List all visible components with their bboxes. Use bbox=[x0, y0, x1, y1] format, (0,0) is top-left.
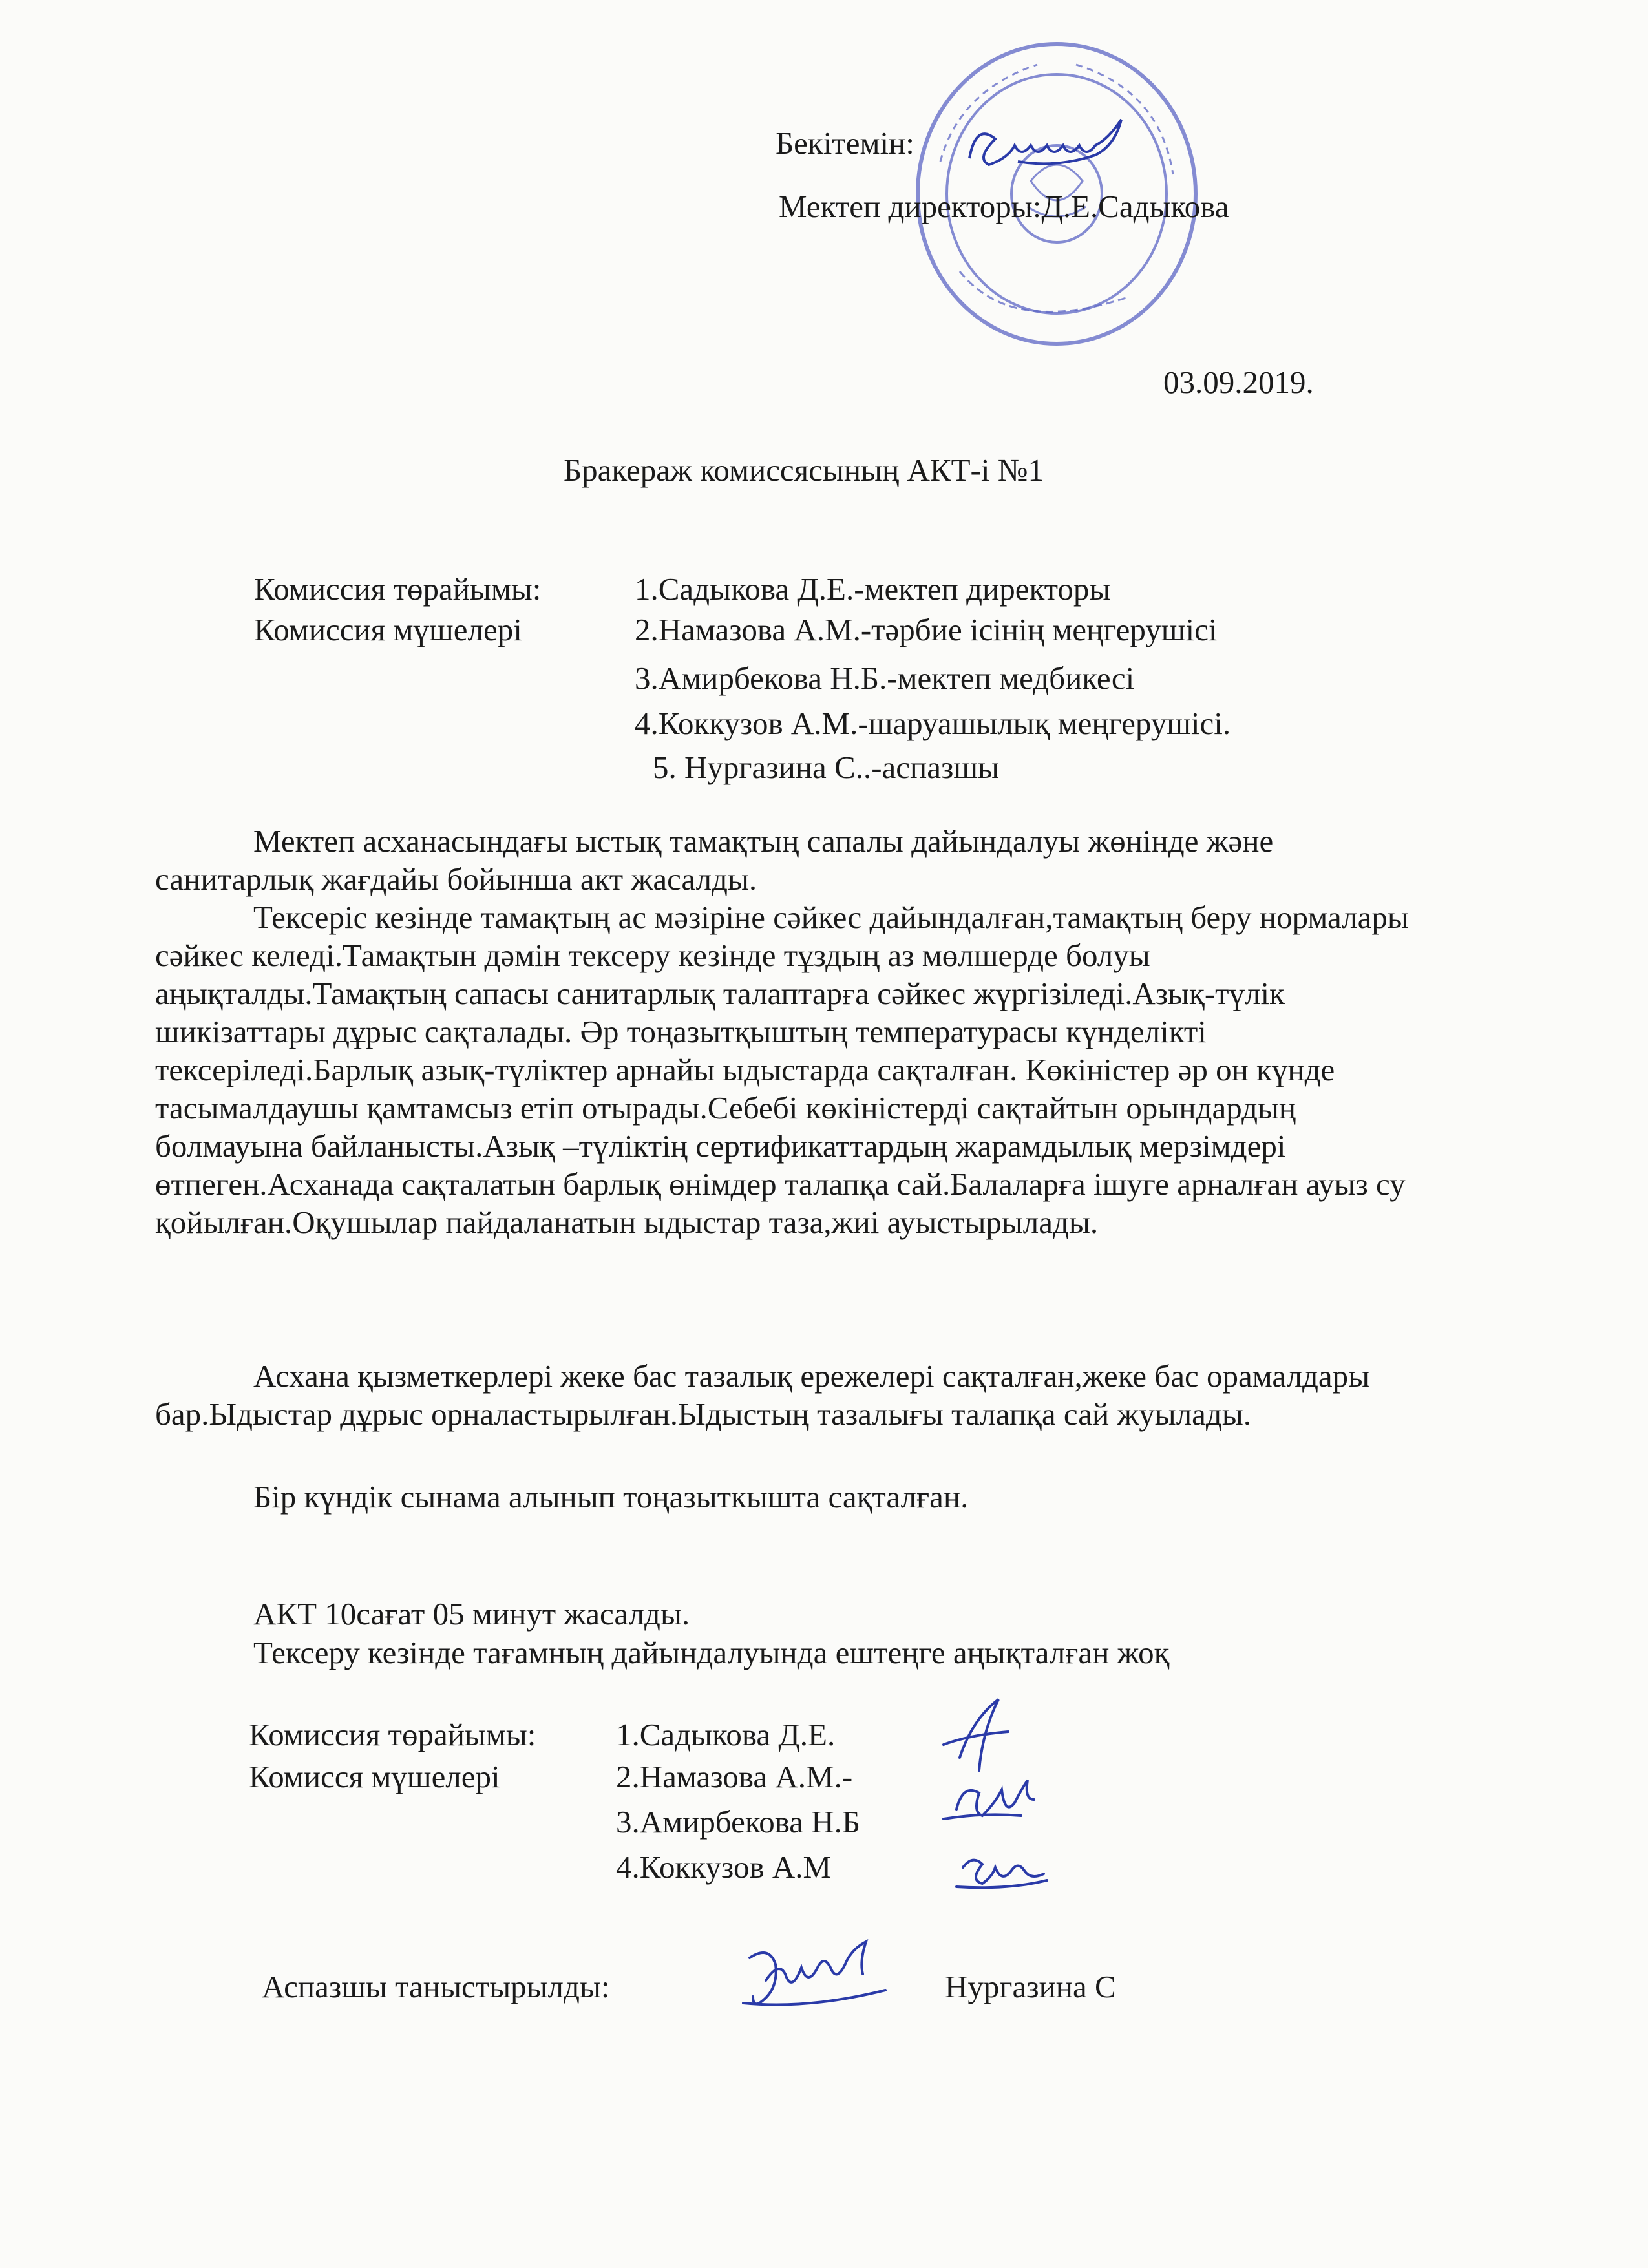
inspection-result: Тексеру кезінде тағамның дайындалуында ештеңге аңықталған жоқ bbox=[253, 1635, 1170, 1670]
cook-label: Аспазшы таныстырылды: bbox=[262, 1969, 610, 2004]
bottom-member-4: 4.Коккузов А.М bbox=[616, 1849, 832, 1885]
commission-members-label: Комиссия мүшелері bbox=[254, 612, 522, 647]
bottom-chair-label: Комиссия төрайымы: bbox=[249, 1717, 536, 1752]
paragraph-4: Бір күндік сынама алынып тоңазыткышта сақталған. bbox=[253, 1479, 969, 1515]
bottom-member-2: 2.Намазова А.М.- bbox=[616, 1759, 853, 1794]
approve-label: Бекітемін: bbox=[776, 125, 914, 161]
commission-member-4: 4.Коккузов А.М.-шаруашылық меңгерушісі. bbox=[635, 706, 1231, 741]
paragraph-2: Тексеріс кезінде тамақтың ас мәзіріне сәйкес дайындалған,тамақтың беру нормалары сәйкес келеді.Тамақтын дәмін тексеру кезінде тұздың аз мөлшерде болуы аңықталды.Тамақтың сапасы санитарлық талаптарға сәйкес жүргізіледі.Азық-түлік шикізаттары дұрыс сақталады. Әр тоңазытқыштың температурасы күнделікті тексеріледі.Барлық азық-түліктер арнайы ыдыстарда сақталған. Көкіністер әр он күнде тасымалдаушы қамтамсыз етіп отырады.Себебі көкіністерді сақтайтын орындардың болмауына байланысты.Азық –түліктің сертификаттардың жарамдылық мерзімдері өтпеген.Асханада сақталатын барлық өнімдер талапқа сай.Балаларға ішуге арналған ауыз су қойылған.Оқушылар пайдаланатын ыдыстар таза,жиі ауыстырылады. bbox=[155, 899, 1409, 1240]
act-time: АКТ 10сағат 05 минут жасалды. bbox=[253, 1596, 690, 1632]
bottom-member-3: 3.Амирбекова Н.Б bbox=[616, 1804, 860, 1840]
commission-member-5: 5. Нургазина С..-аспазшы bbox=[653, 750, 1000, 785]
bottom-members-label: Комисся мүшелері bbox=[249, 1759, 500, 1794]
commission-chair-label: Комиссия төрайымы: bbox=[254, 571, 542, 607]
paragraph-1: Мектеп асханасындағы ыстық тамақтың сапалы дайындалуы жөнінде және санитарлық жағдайы бойынша акт жасалды. bbox=[155, 823, 1274, 897]
member-signatures bbox=[931, 1680, 1079, 1913]
bottom-member-1: 1.Садыкова Д.Е. bbox=[616, 1717, 836, 1752]
director-signature bbox=[956, 113, 1163, 184]
cook-name: Нургазина С bbox=[945, 1969, 1116, 2004]
director-line: Мектеп директоры:Д.Е.Садыкова bbox=[779, 189, 1229, 224]
document-date: 03.09.2019. bbox=[1163, 364, 1314, 400]
document-title: Бракераж комиссясының АКТ-і №1 bbox=[564, 452, 1044, 488]
commission-member-3: 3.Амирбекова Н.Б.-мектеп медбикесі bbox=[635, 660, 1135, 696]
commission-member-1: 1.Садыкова Д.Е.-мектеп директоры bbox=[635, 571, 1111, 607]
commission-member-2: 2.Намазова А.М.-тәрбие ісінің меңгерушісі bbox=[635, 612, 1218, 647]
paragraph-3: Асхана қызметкерлері жеке бас тазалық ережелері сақталған,жеке бас орамалдары бар.Ыдыстар дұрыс орналастырылған.Ыдыстың тазалығы талапқа сай жуылады. bbox=[155, 1358, 1370, 1432]
cook-signature bbox=[730, 1932, 898, 2022]
